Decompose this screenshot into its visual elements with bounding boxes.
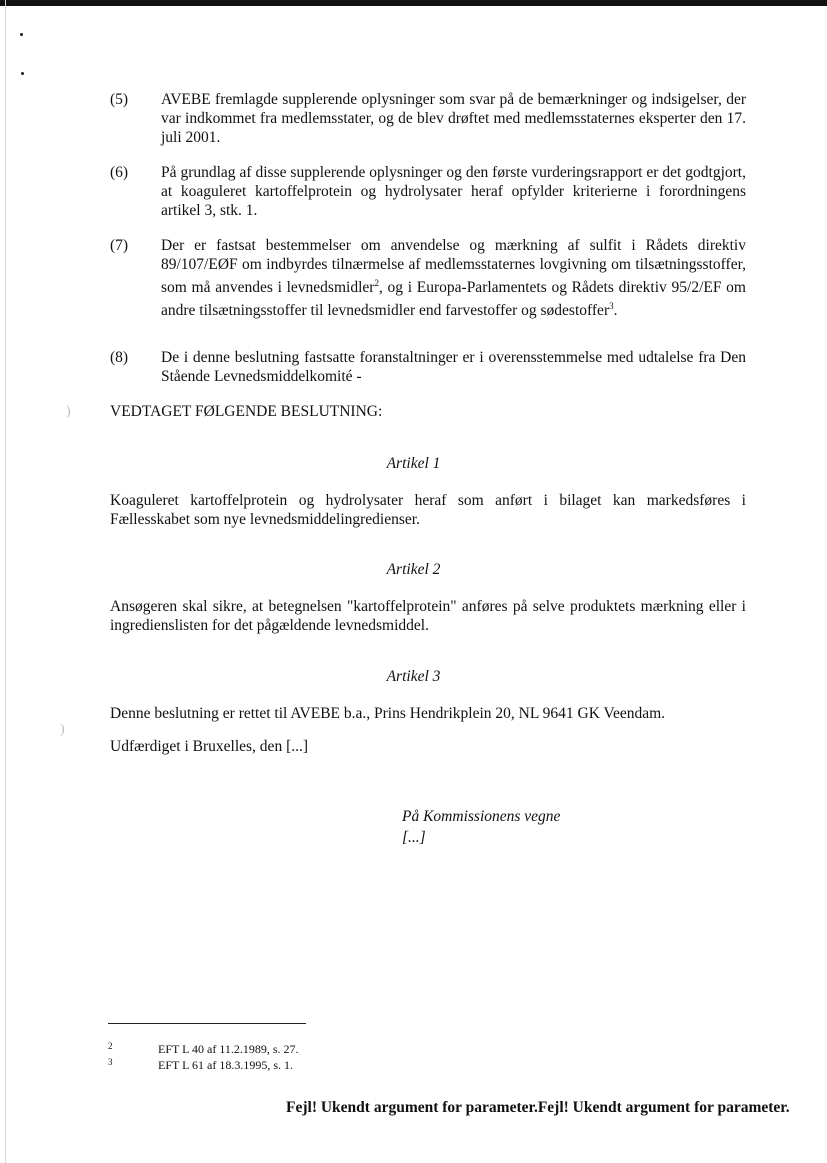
scan-top-border	[0, 0, 827, 6]
recital-6	[110, 163, 746, 220]
recital-5	[110, 90, 746, 147]
decision-heading: VEDTAGET FØLGENDE BESLUTNING:	[110, 403, 383, 420]
signature-line: På Kommissionens vegne	[402, 808, 561, 825]
recital-number: (8)	[110, 349, 129, 366]
footnote-3	[108, 1058, 293, 1073]
scan-mark: )	[60, 722, 65, 737]
footnote-text: EFT L 40 af 11.2.1989, s. 27.	[158, 1042, 299, 1056]
scan-mark: )	[66, 404, 71, 419]
footnote-text: EFT L 61 af 18.3.1995, s. 1.	[158, 1058, 293, 1072]
recital-number: (5)	[110, 91, 129, 108]
article-2-text: Ansøgeren skal sikre, at betegnelsen "kartoffelprotein" anføres på selve produktets mærkning eller i ingredienslisten for det pågældende levnedsmiddel.	[110, 598, 746, 634]
scan-left-edge	[5, 0, 6, 1163]
recital-8	[110, 348, 746, 386]
article-3-title: Artikel 3	[386, 668, 441, 685]
recital-text: AVEBE fremlagde supplerende oplysninger som svar på de bemærkninger og indsigelser, der var indkommet fra medlemsstater, og de blev drøftet med medlemsstaternes eksperter den 17. juli 2001.	[161, 91, 746, 146]
scan-speck	[20, 33, 23, 36]
recital-text	[161, 236, 746, 320]
recital-number: (7)	[110, 237, 129, 254]
footnote-number: 2	[108, 1041, 113, 1051]
article-2-title: Artikel 2	[386, 561, 441, 578]
recital-text-part: Der er fastsat bestemmelser om anvendelse og mærkning af sulfit i Rådets direktiv 89/107/EØF om indbyrdes tilnærmelse af medlemsstaternes lovgivning om tilsætningsstoffer, som må anvendes i levnedsmidler	[161, 237, 746, 297]
recital-text-part: .	[613, 302, 618, 320]
done-at: Udfærdiget i Bruxelles, den [...]	[110, 738, 309, 755]
footnote-separator	[108, 1023, 306, 1024]
article-1-text: Koaguleret kartoffelprotein og hydrolysater heraf som anført i bilaget kan markedsføres i Fællesskabet som nye levnedsmiddelingredienser.	[110, 492, 746, 528]
recital-text-part: , og i Europa-Parlamentets og Rådets direktiv 95/2/EF om andre tilsætningsstoffer til levnedsmidler end farvestoffer og sødestoffer	[161, 279, 746, 320]
footnote-ref: 2	[374, 278, 379, 288]
footnote-2	[108, 1042, 299, 1057]
page-footer: Fejl! Ukendt argument for parameter.Fejl! Ukendt argument for parameter.	[286, 1099, 790, 1116]
recital-number: (6)	[110, 164, 129, 181]
article-1-title: Artikel 1	[386, 455, 441, 472]
recital-7	[110, 236, 746, 320]
scan-speck	[21, 72, 24, 75]
recital-text: På grundlag af disse supplerende oplysninger og den første vurderingsrapport er det godtgjort, at koaguleret kartoffelprotein og hydrolysater heraf opfylder kriterierne i forordningens artikel 3, stk. 1.	[161, 164, 746, 219]
footnote-number: 3	[108, 1057, 113, 1067]
recital-text: De i denne beslutning fastsatte foranstaltninger er i overensstemmelse med udtalelse fra Den Stående Levnedsmiddelkomité -	[161, 349, 746, 385]
article-3-text: Denne beslutning er rettet til AVEBE b.a., Prins Hendrikplein 20, NL 9641 GK Veendam.	[110, 705, 666, 722]
footnote-ref: 3	[609, 301, 614, 312]
signature-placeholder: [...]	[402, 829, 426, 846]
